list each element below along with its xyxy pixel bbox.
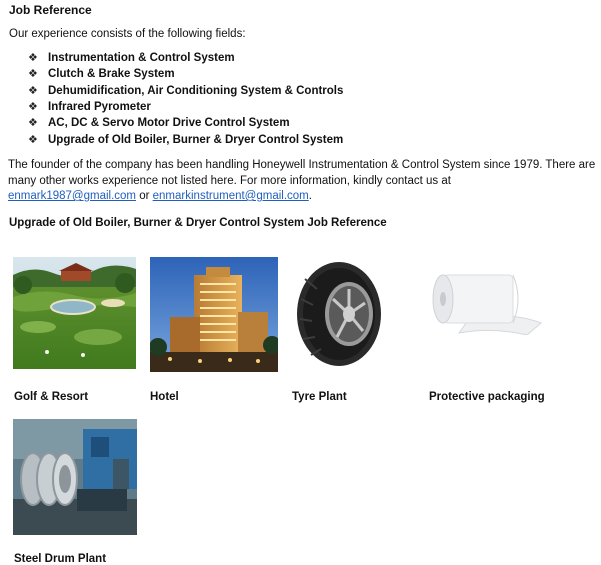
tyre-photo [291, 259, 391, 369]
hotel-photo [150, 257, 278, 372]
email-link-enmarkinstrument[interactable]: enmarkinstrument@gmail.com [152, 190, 309, 202]
caption-steel-drum-plant: Steel Drum Plant [14, 553, 107, 565]
caption-protective-packaging: Protective packaging [429, 391, 545, 403]
list-item: ❖ Clutch & Brake System [28, 68, 175, 81]
fields-list [28, 50, 343, 148]
diamond-bullet-icon: ❖ [28, 52, 38, 65]
list-item: ❖ Dehumidification, Air Conditioning System & Controls [28, 84, 344, 97]
list-item: ❖ Infrared Pyrometer [28, 101, 151, 114]
diamond-bullet-icon: ❖ [28, 84, 38, 97]
diamond-bullet-icon: ❖ [28, 133, 38, 146]
page-title: Job Reference [9, 3, 92, 17]
golf-resort-photo [13, 257, 136, 369]
steel-drum-photo [13, 419, 137, 535]
section-subheading: Upgrade of Old Boiler, Burner & Dryer Control System Job Reference [9, 217, 387, 229]
caption-hotel: Hotel [150, 391, 179, 403]
list-item: ❖ Instrumentation & Control System [28, 52, 235, 65]
foam-roll-photo [429, 267, 543, 335]
diamond-bullet-icon: ❖ [28, 68, 38, 81]
email-link-enmark1987[interactable]: enmark1987@gmail.com [8, 190, 137, 202]
intro-text: Our experience consists of the following fields: [9, 28, 246, 40]
list-item: ❖ Upgrade of Old Boiler, Burner & Dryer Control System [28, 133, 344, 146]
list-item: ❖ AC, DC & Servo Motor Drive Control System [28, 117, 290, 130]
diamond-bullet-icon: ❖ [28, 117, 38, 130]
diamond-bullet-icon: ❖ [28, 101, 38, 114]
caption-golf-resort: Golf & Resort [14, 391, 89, 403]
contact-paragraph: The founder of the company has been handling Honeywell Instrumentation & Control System since 1979. There are many other works experience not listed here. For more information, kindly contact us at enmark1987@gmail.com or enmarkinstrument@gmail.com. [8, 159, 596, 202]
caption-tyre-plant: Tyre Plant [292, 391, 347, 403]
